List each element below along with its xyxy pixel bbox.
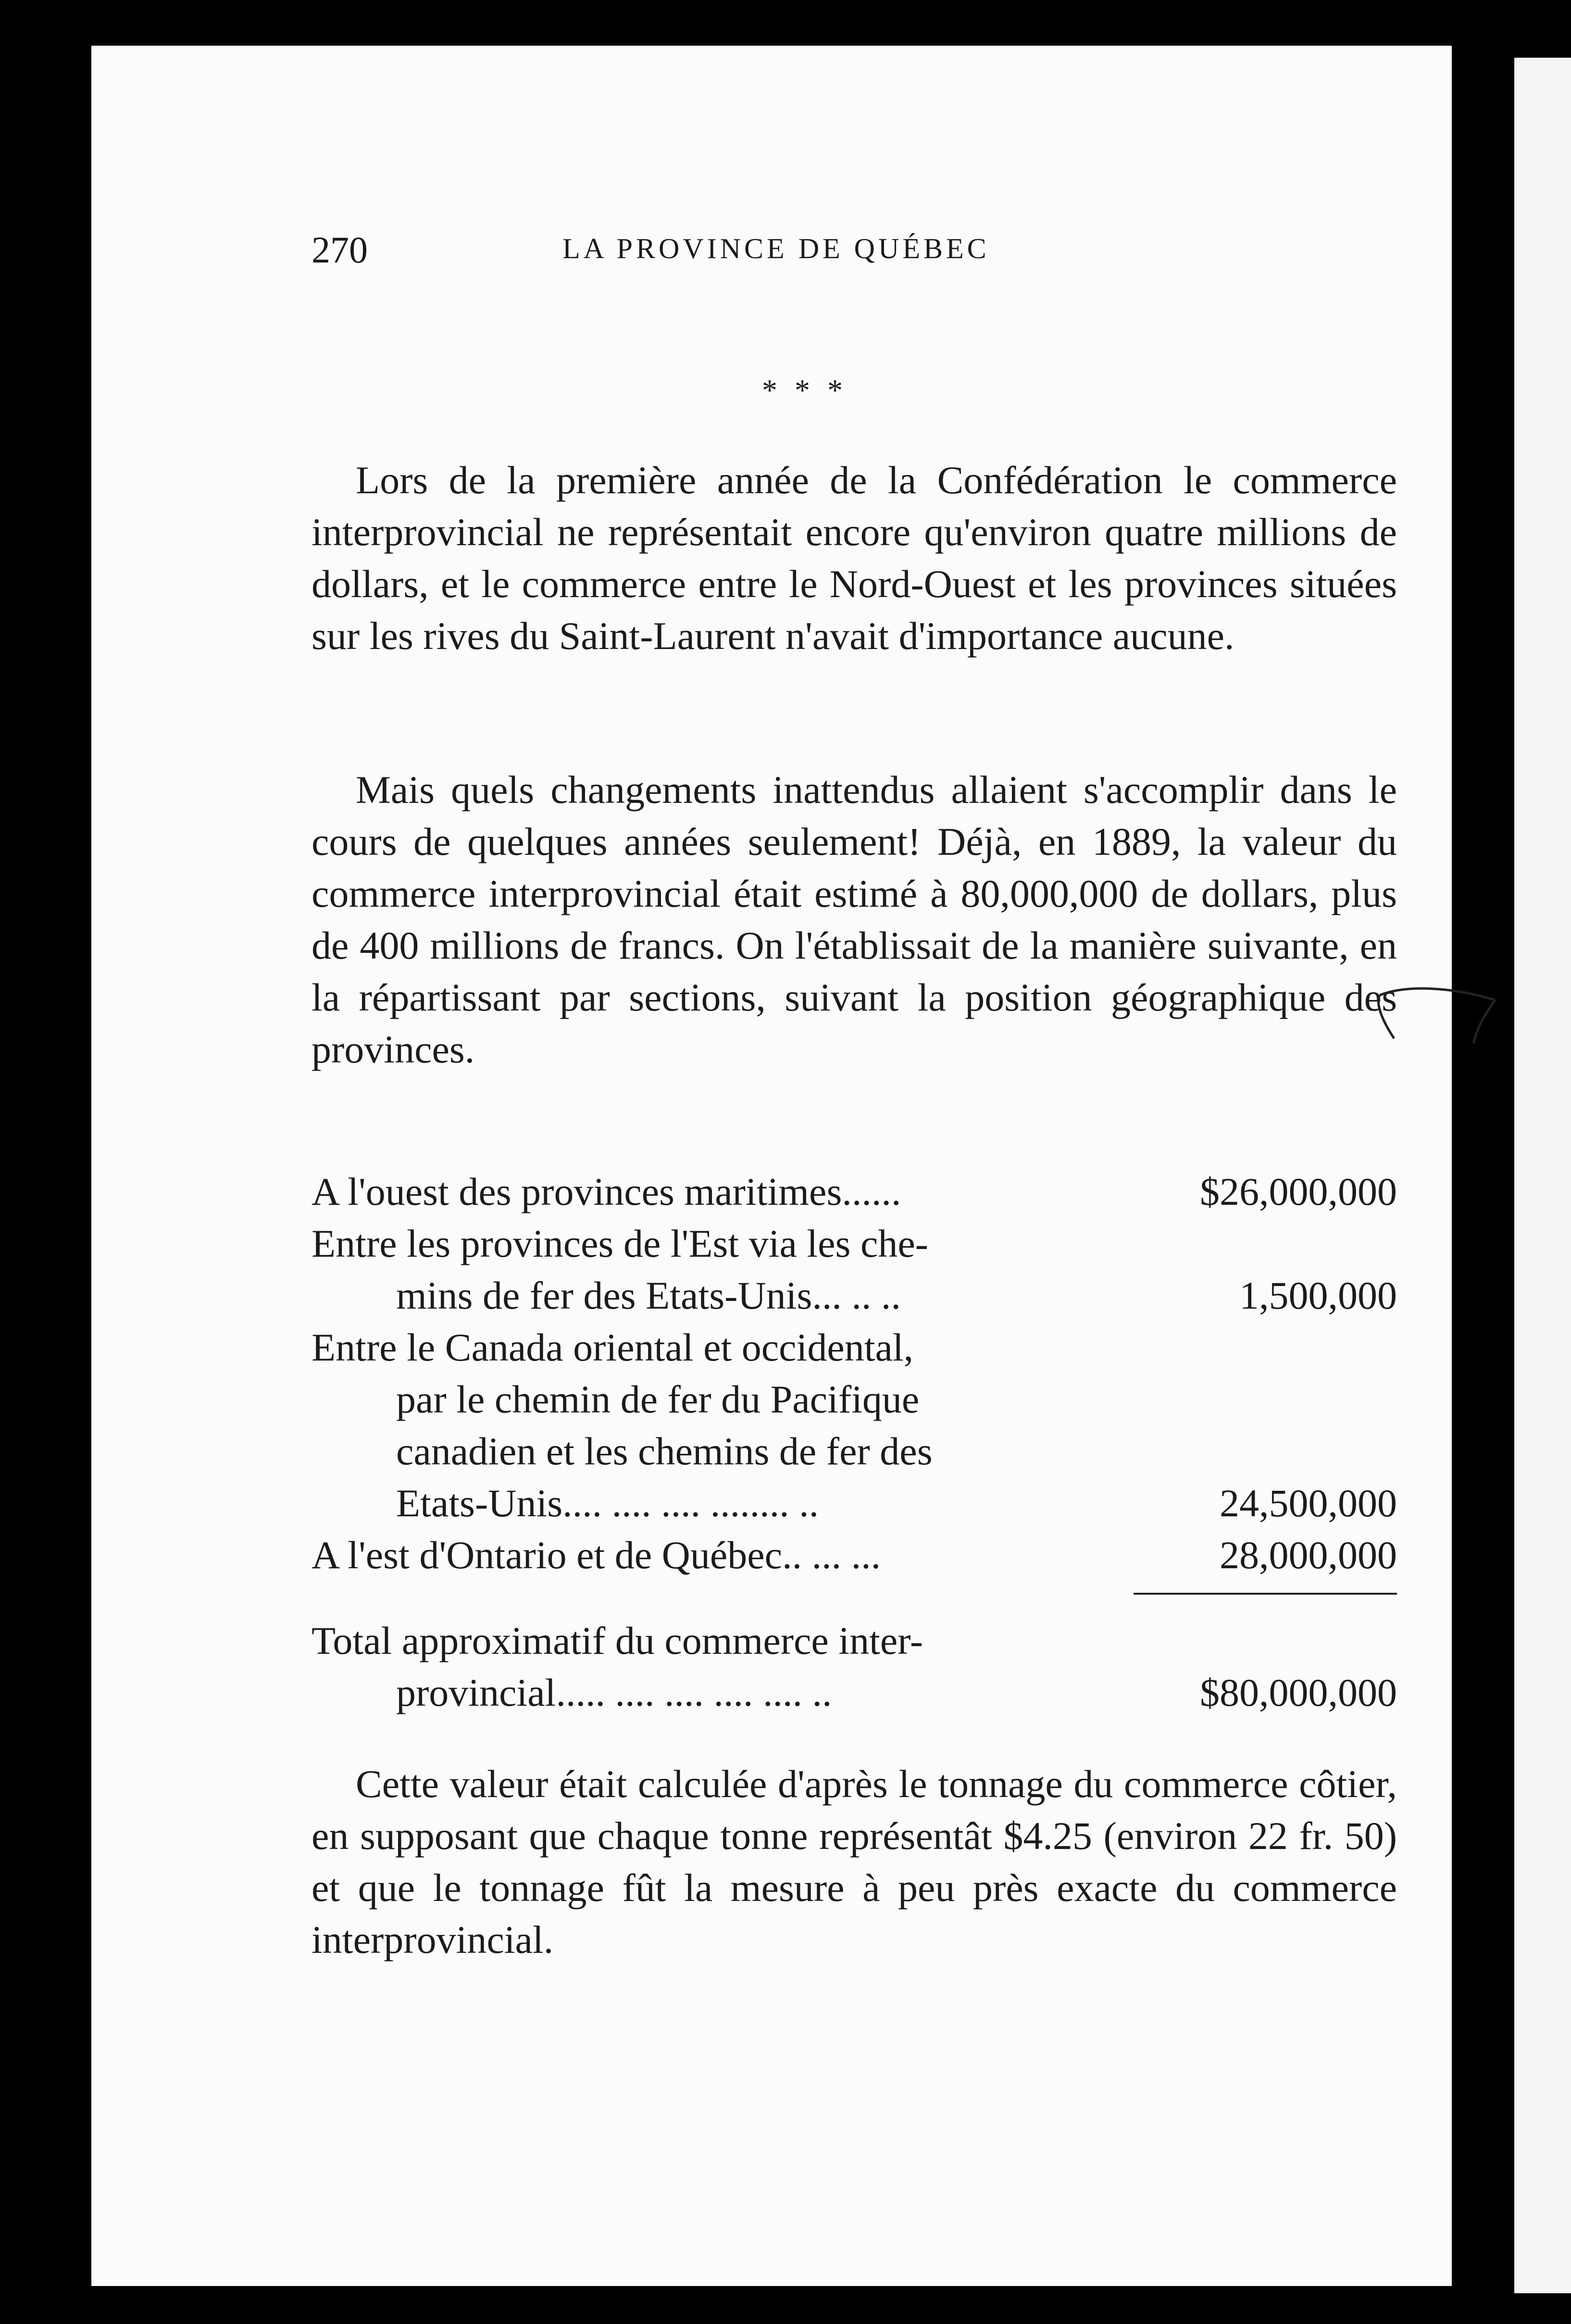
- row-amount: 1,500,000: [1239, 1274, 1397, 1317]
- row-label: Entre le Canada oriental et occidental,: [312, 1325, 914, 1369]
- table-row: [312, 1218, 1397, 1270]
- row-label: provincial..... .... .... .... .... ..: [396, 1671, 832, 1714]
- rule-row: [312, 1581, 1397, 1615]
- paragraph-2: [312, 764, 1397, 1075]
- trade-table: [312, 1166, 1397, 1719]
- row-label: Entre les provinces de l'Est via les che-: [312, 1222, 929, 1265]
- table-row: [312, 1425, 1397, 1477]
- page-gap: [1452, 0, 1514, 2324]
- row-label: Etats-Unis.... .... .... ........ ..: [396, 1481, 819, 1525]
- table-row: [312, 1322, 1397, 1374]
- paragraph-text: Cette valeur était calculée d'après le tonnage du commerce côtier, en supposant que chaque tonne représentât $4.25 (environ 22 fr. 50) et que le tonnage fût la mesure à peu près exacte du commerce interprovincial.: [312, 1762, 1397, 1962]
- page-number: 270: [312, 229, 368, 271]
- margin-pen-mark-icon: [1375, 986, 1500, 1101]
- section-separator: * * *: [762, 373, 848, 407]
- row-label: canadien et les chemins de fer des: [396, 1429, 933, 1473]
- table-row: [312, 1477, 1397, 1529]
- table-row: [312, 1270, 1397, 1322]
- table-row: [312, 1529, 1397, 1581]
- row-amount: 24,500,000: [1220, 1481, 1397, 1525]
- table-row: [312, 1374, 1397, 1425]
- row-label: mins de fer des Etats-Unis... .. ..: [396, 1274, 901, 1317]
- adjacent-page-edge: [1514, 58, 1571, 2293]
- table-row: [312, 1667, 1397, 1719]
- row-label: par le chemin de fer du Pacifique: [396, 1377, 920, 1421]
- paragraph-text: Mais quels changements inattendus allaient s'accomplir dans le cours de quelques années seulement! Déjà, en 1889, la valeur du commerce interprovincial était estimé à 80,000,000 de dollars, plus de 400 millions de francs. On l'établissait de la manière suivante, en la répartissant par sections, suivant la position géographique des provinces.: [312, 768, 1397, 1071]
- row-label: A l'ouest des provinces maritimes......: [312, 1170, 901, 1213]
- book-page: [91, 46, 1452, 2286]
- row-amount: $80,000,000: [1200, 1671, 1397, 1714]
- table-row: [312, 1615, 1397, 1667]
- page-header: [91, 228, 1452, 300]
- paragraph-3: [312, 1758, 1397, 1966]
- total-rule: [1134, 1593, 1397, 1595]
- table-row: [312, 1166, 1397, 1218]
- paragraph-text: Lors de la première année de la Confédération le commerce interprovincial ne représentait encore qu'environ quatre millions de dollars, et le commerce entre le Nord-Ouest et les provinces situées sur les rives du Saint-Laurent n'avait d'importance aucune.: [312, 458, 1397, 658]
- running-title: LA PROVINCE DE QUÉBEC: [562, 233, 990, 264]
- row-amount: $26,000,000: [1200, 1170, 1397, 1213]
- row-amount: 28,000,000: [1220, 1533, 1397, 1577]
- row-label: Total approximatif du commerce inter-: [312, 1619, 923, 1662]
- paragraph-1: [312, 454, 1397, 662]
- row-label: A l'est d'Ontario et de Québec.. ... ...: [312, 1533, 881, 1577]
